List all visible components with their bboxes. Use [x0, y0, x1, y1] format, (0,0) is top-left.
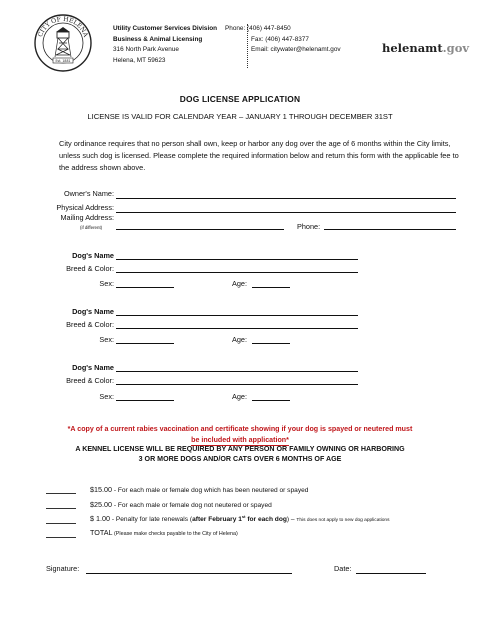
- dog1-age-field[interactable]: [252, 287, 290, 288]
- dog2-name-field[interactable]: [116, 315, 358, 316]
- dog3-sex-field[interactable]: [116, 400, 174, 401]
- phone-field[interactable]: [324, 229, 456, 230]
- dog2-sex-field[interactable]: [116, 343, 174, 344]
- phone-text: Phone: (406) 447-8450: [225, 25, 291, 32]
- dog2-name-label: Dog's Name: [72, 307, 114, 316]
- owner-name-field[interactable]: [116, 198, 456, 199]
- dog3-name-label: Dog's Name: [72, 363, 114, 372]
- owner-name-label: Owner's Name:: [63, 189, 114, 198]
- fee-total-row: TOTAL (Please make checks payable to the City of Helena): [90, 528, 238, 537]
- fee-penalty-blank[interactable]: [46, 523, 76, 524]
- division-name: Utility Customer Services Division: [113, 25, 218, 32]
- ordinance-paragraph: City ordinance requires that no person shall own, keep or harbor any dog over the age of 6 months within the City limits, unless such dog is licensed. Please complete the required information below and return this form with the applicable fee to the address shown above.: [59, 139, 459, 173]
- dog1-sex-label: Sex:: [99, 279, 114, 288]
- fee-total-blank[interactable]: [46, 537, 76, 538]
- rabies-warning-line-1: *A copy of a current rabies vaccination and certificate showing if your dog is spayed or neutered must: [67, 425, 413, 433]
- rabies-warning-line-2: be included with application*: [191, 435, 289, 447]
- mailing-address-label: Mailing Address:: [60, 213, 114, 222]
- svg-text:CITY OF HELENA: CITY OF HELENA: [36, 15, 90, 38]
- department-name: Business & Animal Licensing: [113, 35, 203, 43]
- brand-logo-text: helenamt.gov: [382, 41, 470, 55]
- fee-penalty-row: $ 1.00 - Penalty for late renewals (after February 1st for each dog) – This does not apply to new dog applications: [90, 514, 390, 524]
- fee-15-blank[interactable]: [46, 493, 76, 494]
- dog1-sex-field[interactable]: [116, 287, 174, 288]
- dog3-age-field[interactable]: [252, 400, 290, 401]
- mailing-address-note: (if different): [80, 225, 103, 230]
- svg-text:Est. 1881: Est. 1881: [55, 59, 71, 63]
- dog3-breed-label: Breed & Color:: [66, 376, 114, 385]
- dog1-age-label: Age:: [232, 279, 248, 288]
- signature-label: Signature:: [46, 564, 80, 573]
- dog1-breed-field[interactable]: [116, 272, 358, 273]
- dog1-breed-label: Breed & Color:: [66, 264, 114, 273]
- date-field[interactable]: [356, 573, 426, 574]
- rabies-warning: [0, 424, 480, 446]
- date-label: Date:: [334, 564, 352, 573]
- signature-field[interactable]: [86, 573, 292, 574]
- fee-25-row: $25.00 - For each male or female dog not neutered or spayed: [90, 500, 272, 509]
- address-line-2: Helena, MT 59623: [113, 56, 166, 64]
- physical-address-label: Physical Address:: [56, 203, 114, 212]
- fax-text: Fax: (406) 447-8377: [251, 35, 309, 43]
- kennel-line-2: 3 OR MORE DOGS AND/OR CATS OVER 6 MONTHS OF AGE: [138, 454, 342, 463]
- form-title: DOG LICENSE APPLICATION: [179, 94, 301, 104]
- dog3-name-field[interactable]: [116, 371, 358, 372]
- dog1-name-field[interactable]: [116, 259, 358, 260]
- dog2-sex-label: Sex:: [99, 335, 114, 344]
- kennel-line-1: A KENNEL LICENSE WILL BE REQUIRED BY ANY PERSON OR FAMILY OWNING OR HARBORING: [75, 445, 405, 453]
- email-link[interactable]: Email: citywater@helenamt.gov: [251, 46, 341, 53]
- validity-notice: LICENSE IS VALID FOR CALENDAR YEAR – JANUARY 1 THROUGH DECEMBER 31ST: [87, 112, 393, 121]
- dog3-breed-field[interactable]: [116, 384, 358, 385]
- physical-address-field[interactable]: [116, 212, 456, 213]
- dog2-age-field[interactable]: [252, 343, 290, 344]
- dog1-name-label: Dog's Name: [72, 251, 114, 260]
- fee-15-row: $15.00 - For each male or female dog which has been neutered or spayed: [90, 485, 309, 494]
- dog2-breed-field[interactable]: [116, 328, 358, 329]
- fee-25-blank[interactable]: [46, 508, 76, 509]
- dog2-breed-label: Breed & Color:: [66, 320, 114, 329]
- address-line-1: 316 North Park Avenue: [113, 46, 179, 53]
- city-seal-logo: [33, 13, 93, 73]
- mailing-address-field[interactable]: [116, 229, 284, 230]
- dog3-age-label: Age:: [232, 392, 248, 401]
- dog3-sex-label: Sex:: [99, 392, 114, 401]
- dog2-age-label: Age:: [232, 335, 248, 344]
- header-contact: [225, 24, 371, 56]
- phone-label: Phone:: [297, 222, 321, 231]
- kennel-notice: [0, 445, 480, 464]
